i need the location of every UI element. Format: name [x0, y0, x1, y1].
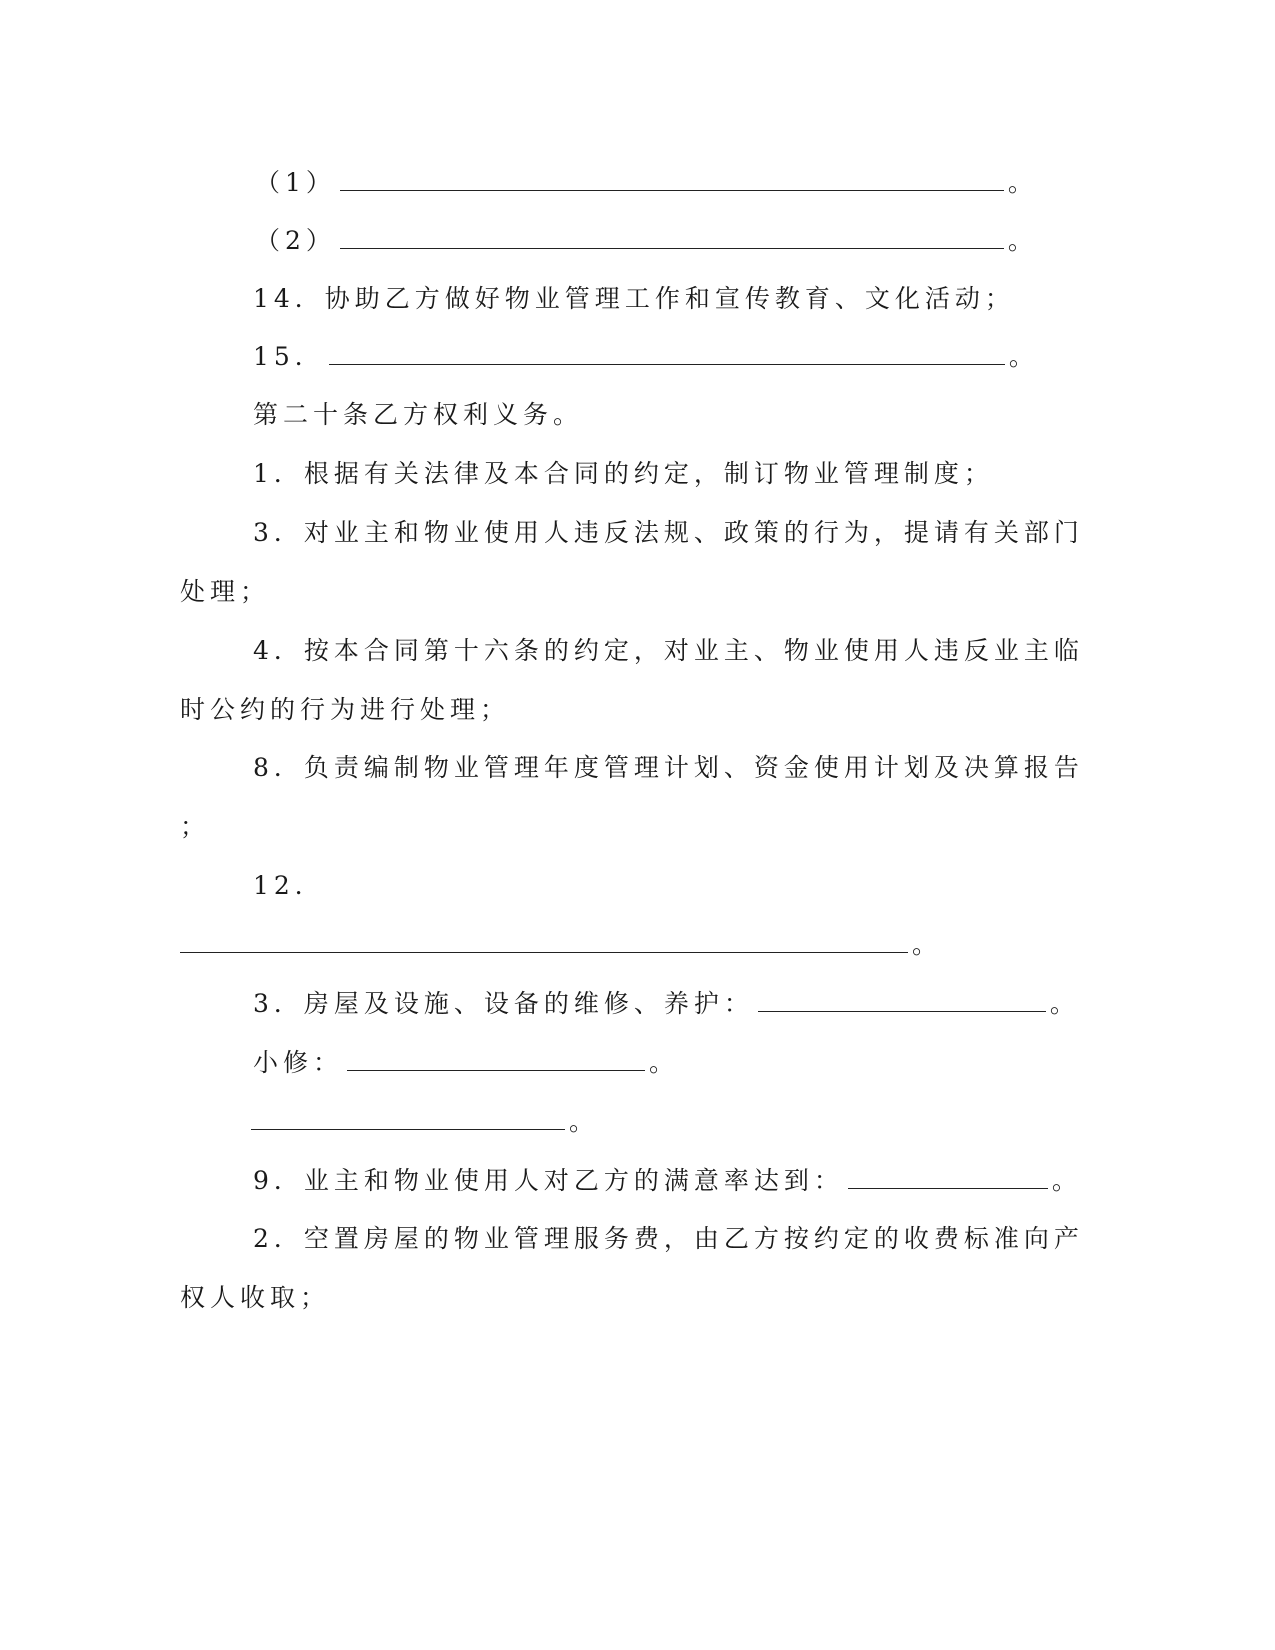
item-suffix: 。 — [1049, 989, 1080, 1018]
item-prefix: （1） — [255, 168, 336, 197]
paragraph-14: 14．协助乙方做好物业管理工作和宣传教育、文化活动； — [253, 284, 1015, 313]
paragraph-8: 8．负责编制物业管理年度管理计划、资金使用计划及决算报告 — [253, 753, 1084, 782]
paragraph-3: 3．对业主和物业使用人违反法规、政策的行为，提请有关部门 — [253, 518, 1084, 547]
fill-blank — [758, 989, 1046, 1012]
item-suffix: 。 — [1007, 168, 1038, 197]
paragraph-4-cont: 时公约的行为进行处理； — [180, 695, 511, 724]
fill-blank — [251, 1107, 565, 1130]
item-prefix: （2） — [255, 226, 336, 255]
item-suffix: 。 — [569, 1107, 600, 1136]
paragraph-3-cont: 处理； — [180, 577, 271, 606]
blank-item-12-line — [176, 928, 942, 962]
blank-item-15 — [253, 340, 1039, 374]
paragraph-4: 4．按本合同第十六条的约定，对业主、物业使用人违反业主临 — [253, 636, 1084, 665]
blank-item-untitled — [247, 1105, 599, 1139]
paragraph-1: 1．根据有关法律及本合同的约定，制订物业管理制度； — [253, 459, 994, 488]
blank-item-2 — [255, 224, 1038, 258]
blank-item-1 — [255, 166, 1038, 200]
paragraph-8-cont: ； — [180, 812, 211, 841]
blank-item-satisfaction — [253, 1164, 1082, 1198]
item-suffix: 。 — [1008, 342, 1039, 371]
fill-blank — [848, 1166, 1048, 1189]
item-suffix: 。 — [1051, 1166, 1082, 1195]
item-suffix: 。 — [1007, 226, 1038, 255]
paragraph-2-cont: 权人收取； — [180, 1283, 331, 1312]
item-suffix: 。 — [649, 1048, 680, 1077]
paragraph-12: 12． — [253, 871, 325, 900]
item-prefix: 小修： — [253, 1048, 344, 1077]
fill-blank — [347, 1048, 645, 1071]
paragraph-2: 2．空置房屋的物业管理服务费，由乙方按约定的收费标准向产 — [253, 1224, 1084, 1253]
item-prefix: 15． — [253, 342, 325, 371]
item-prefix: 9．业主和物业使用人对乙方的满意率达到： — [253, 1166, 844, 1195]
fill-blank — [340, 226, 1004, 249]
section-heading: 第二十条乙方权利义务。 — [253, 400, 584, 429]
fill-blank — [329, 342, 1005, 365]
fill-blank — [180, 930, 908, 953]
item-prefix: 3．房屋及设施、设备的维修、养护： — [253, 989, 754, 1018]
item-suffix: 。 — [912, 930, 943, 959]
blank-item-repair — [253, 987, 1080, 1021]
blank-item-minor-repair — [253, 1046, 679, 1080]
fill-blank — [340, 168, 1004, 191]
